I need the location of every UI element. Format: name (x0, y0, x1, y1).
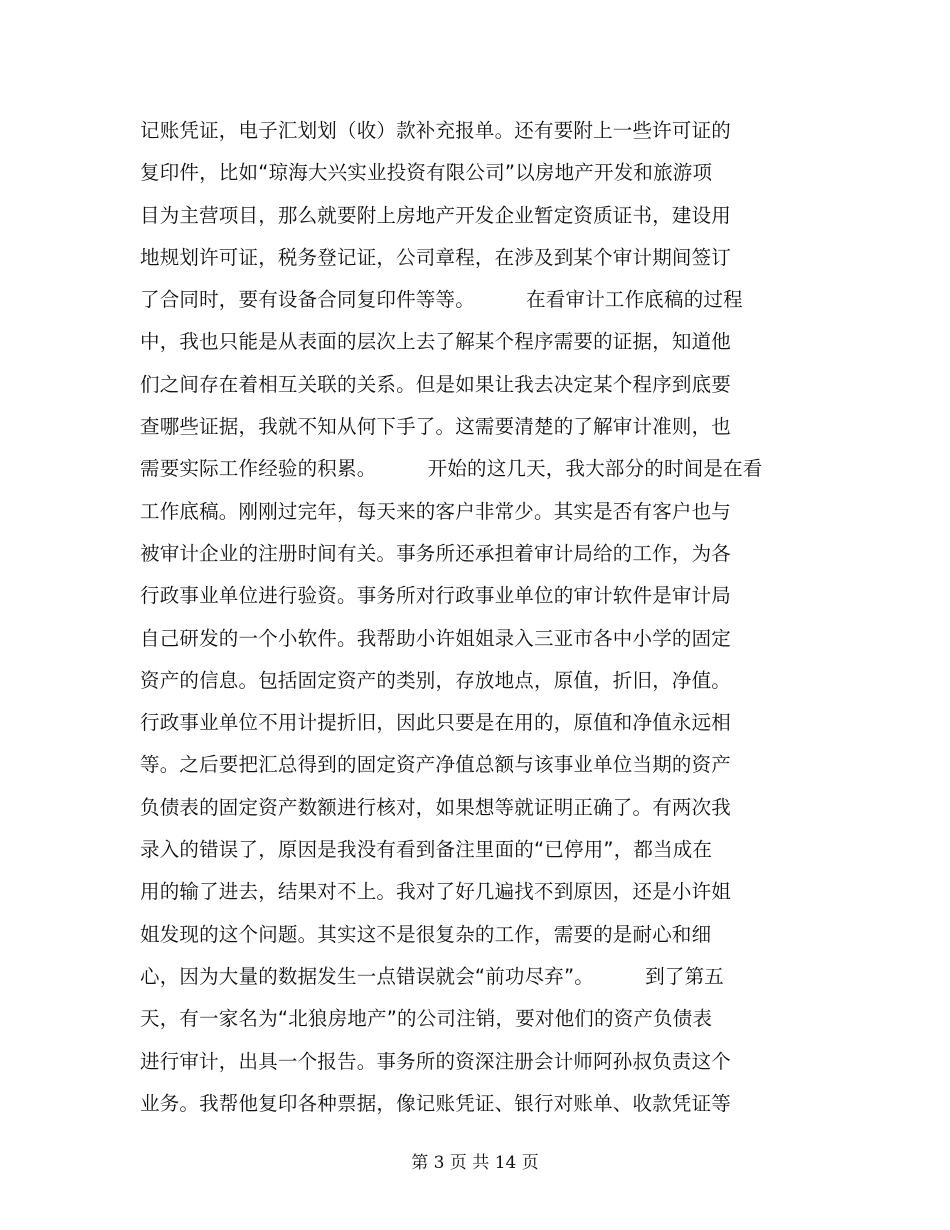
text-line: 心，因为大量的数据发生一点错误就会“前功尽弃”。 到了第五 (140, 964, 724, 988)
text-line: 进行审计，出具一个报告。事务所的资深注册会计师阿孙叔负责这个 (140, 1049, 732, 1073)
text-line: 自己研发的一个小软件。我帮助小许姐姐录入三亚市各中小学的固定 (140, 626, 732, 650)
text-line: 等。之后要把汇总得到的固定资产净值总额与该事业单位当期的资产 (140, 753, 732, 777)
text-line: 中，我也只能是从表面的层次上去了解某个程序需要的证据，知道他 (140, 330, 732, 354)
text-line: 天，有一家名为“北狼房地产”的公司注销，要对他们的资产负债表 (140, 1007, 713, 1031)
text-line: 了合同时，要有设备合同复印件等等。 在看审计工作底稿的过程 (140, 288, 743, 312)
text-line: 被审计企业的注册时间有关。事务所还承担着审计局给的工作，为各 (140, 541, 732, 565)
text-line: 目为主营项目，那么就要附上房地产开发企业暂定资质证书，建设用 (140, 203, 732, 227)
text-line: 录入的错误了，原因是我没有看到备注里面的“已停用”，都当成在 (140, 838, 713, 862)
text-line: 业务。我帮他复印各种票据，像记账凭证、银行对账单、收款凭证等 (140, 1091, 732, 1115)
text-line: 资产的信息。包括固定资产的类别，存放地点，原值，折旧，净值。 (140, 668, 732, 692)
page-number-footer: 第 3 页 共 14 页 (411, 1153, 539, 1173)
text-line: 姐发现的这个问题。其实这不是很复杂的工作，需要的是耐心和细 (140, 922, 712, 946)
text-line: 地规划许可证，税务登记证，公司章程，在涉及到某个审计期间签订 (140, 245, 732, 269)
text-line: 复印件，比如“琼海大兴实业投资有限公司”以房地产开发和旅游项 (140, 161, 713, 185)
body-text (140, 110, 780, 1125)
text-line: 负债表的固定资产数额进行核对，如果想等就证明正确了。有两次我 (140, 795, 732, 819)
text-line: 们之间存在着相互关联的关系。但是如果让我去决定某个程序到底要 (140, 372, 732, 396)
text-line: 用的输了进去，结果对不上。我对了好几遍找不到原因，还是小许姐 (140, 880, 732, 904)
text-line: 查哪些证据，我就不知从何下手了。这需要清楚的了解审计准则，也 (140, 415, 732, 439)
text-line: 行政事业单位不用计提折旧，因此只要是在用的，原值和净值永远相 (140, 711, 732, 735)
text-line: 工作底稿。刚刚过完年，每天来的客户非常少。其实是否有客户也与 (140, 499, 732, 523)
text-line: 需要实际工作经验的积累。 开始的这几天，我大部分的时间是在看 (140, 457, 763, 481)
text-line: 记账凭证，电子汇划划（收）款补充报单。还有要附上一些许可证的 (140, 119, 732, 142)
text-line: 行政事业单位进行验资。事务所对行政事业单位的审计软件是审计局 (140, 584, 732, 608)
